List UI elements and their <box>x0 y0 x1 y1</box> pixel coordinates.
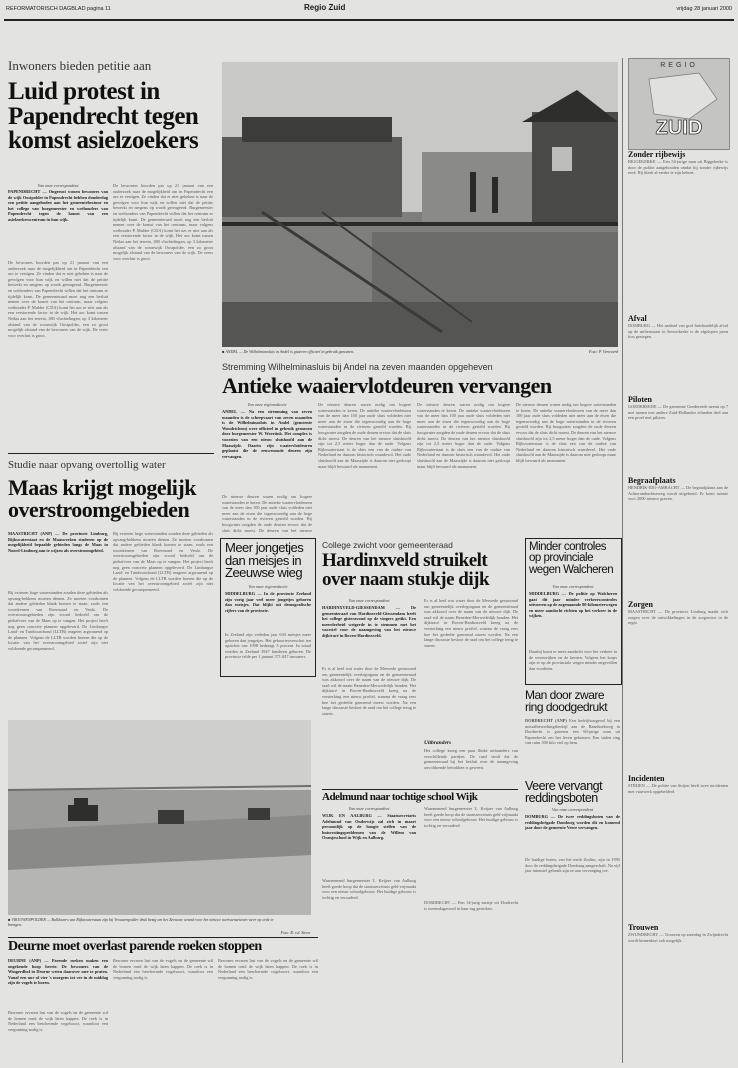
a9-headline: Adelmund naar tochtige school Wijk <box>322 791 478 803</box>
a5-lede <box>322 605 416 663</box>
a4-byline: Van onze regioredactie <box>248 584 288 589</box>
a5-headline: Hardinxveld struikelt over naam stukje dijk <box>322 550 490 590</box>
a2-body-col4: De nieuwe deuren waren nodig om hogere waterstanden te keren. De antieke waaiervlotdeuren van de meer dan 100 jaar oude sluis voldeden niet meer aan de eisen die tegenwoordig aan de hoge waterstanden in de rivieren gesteld worden. Bij hoogwater zorgden de oude deuren ervoor dat de sluis dicht moest. De deuren van het nieuwe sluishoofd zijn tot 2,5 meter hoger dan de oude. Volgens Rijkswaterstaat is de sluis een van de oudste van Nederland en daarom historisch waardevol. Het oude sluishoofd aan de Maaszijde is daarom niet gesloopt maar blijft bewaard als monument. <box>516 402 616 463</box>
photo2-caption-text: VROUWENPOLDER — Bulldozers van Rijkswaterstaat zijn bij Vrouwenpolder druk bezig om het Zeeuwse strand voor het nieuwe toeristenseizoen weer op orde te brengen. <box>8 917 274 927</box>
sidebar-item-2-head: Afval <box>628 314 647 323</box>
a9-byline: Van onze correspondent <box>348 806 390 811</box>
sidebar-item-5-head: Zorgen <box>628 600 653 609</box>
a3-kicker: Studie naar opvang overtollig water <box>8 459 166 471</box>
a2-byline: Van onze regioredactie <box>247 402 287 407</box>
a1-lede-text: — Ongerust wonen bewoners van de wijk Oostpolder in Papendrecht hebben donderdag een petitie aangeboden aan het gemeentebestuur en het college van burgemeester en wethouders van Papendrecht tegen de komst van een asielzoekerscentrum in hun wijk. <box>8 189 108 222</box>
sidebar-divider <box>622 58 623 1063</box>
a4-body: In Zeeland zijn verleden jaar 630 meisjes meer geboren dan jongetjes. Het geboorteoverschot ten opzichte van 1998 bedraagt 3 procent. In totaal werden in Zeeland 3947 kinderen geboren. De provincie telde per 1 januari 371.847 inwoners. <box>225 632 311 660</box>
a10-lede <box>8 958 108 1006</box>
a4-lede-text: — In de provincie Zeeland zijn vorig jaar veel meer jongetjes geboren dan meisjes. Dat blijkt uit demografische cijfers van de provincie. <box>225 591 311 613</box>
a1-lede <box>8 189 108 257</box>
a5-subhead: Uitbranders <box>424 740 452 746</box>
photo2-credit: Foto: R. v.d. Steen <box>280 930 310 935</box>
regio-logo-box <box>628 58 730 150</box>
a10-dateline: DEURNE (ANP) <box>8 958 42 963</box>
a1-body-col2: De bewoners boorden pas op 21 januari van een onderzoek naar de mogelijkheid om in Papendrecht een azc te vestigen. Ze vinden dat er niet gekeken is naar de gevolgen voor hun wijk en willen niet dat de petitie bewerkt en nergens op wordt gereageerd. Burgemeester en wethouders van Papendrecht willen dat het centrum er tijdelijk komt. De gemeenteraad moet nog een besluit nemen over de komst van het centrum, maar volgens wethouder P. Mulder (CDA) komt het azc er niet aan als een verstorende factor in de wijk. Het azc komt tussen Nedaa aan het terrein, 380 vluchtelingen, op 3 kilometer afstand van de woonwijk Oostpolder, een zo groot mogelijk afstand van de bewoners van de wijk. De vrees voor overlast is groot. <box>113 183 213 261</box>
a8-headline: Veere vervangt reddingsboten <box>525 779 603 806</box>
lock-photo-illustration <box>222 62 618 347</box>
a3-body-col1: Bij extreem hoge waterstanden zouden deze gebieden als opvang-bekkens moeten dienen. Ze moeten voorkomen dat andere gebieden blank komen te staan, zoals een woonkernen van Roermond en Venlo. De overstroomgebieden zijn vooral bedoeld om de piekafvoer van de Maas op te vangen. Het project heeft nog geen concrete plannen opgeleverd. De Limburgse Land- en Tuinbouwbond (LLTB) reageert argwanend op de plannen. Volgens de LLTB worden boeren die op de locatie van het overstroomgebied actief zijn niet voldoende gecompenseerd. <box>8 590 108 651</box>
sidebar-item-3-text: GOEDEREEDE — De gemeente Goedereede neemt op 7 mei samen met andere Zuid-Hollandse eilanden deel aan een proef met piloten. <box>628 404 728 421</box>
a9-lede-text: — Staatssecretaris Adelmund van Onderwijs zal zich in maart persoonlijk op de hoogte stellen van de huisvestingsproblemen van de Willem van Oranjeschool in Wijk en Aalburg. <box>322 813 416 841</box>
sidebar-item-5-text: MAASTRICHT — De provincie Limburg maakt zich zorgen over de ontwikkelingen in de zorgsector in de regio. <box>628 609 728 626</box>
sidebar-item-4-text: HENDRIK-IDO-AMBACHT — De begraafplaats aan de Achterambachtseweg wordt uitgebreid. Er komt ruimte voor 2000 nieuwe graven. <box>628 485 728 502</box>
a2-body-col2: De nieuwe deuren waren nodig om hogere waterstanden te keren. De antieke waaiervlotdeuren van de meer dan 100 jaar oude sluis voldeden niet meer aan de eisen die tegenwoordig aan de hoge waterstanden in de rivieren gesteld worden. Bij hoogwater zorgden de oude deuren ervoor dat de sluis dicht moest. De deuren van het nieuwe sluishoofd zijn tot 2,5 meter hoger dan de oude. Volgens Rijkswaterstaat is de sluis een van de oudste van Nederland en daarom historisch waardevol. Het oude sluishoofd aan de Maaszijde is daarom niet gesloopt maar blijft bewaard als monument. <box>318 402 411 469</box>
a6-byline: Van onze correspondent <box>552 584 594 589</box>
a5-lede-text: — De gemeenteraad van Hardinxveld-Giessendam heeft het college gisteravond op de vingers getikt. Een meerderheid weigerde in te stemmen met het voorstel voor de naamgeving van het nieuwe dijktracé in Boven-Hardinxveld. <box>322 605 416 638</box>
masthead-date: vrijdag 28 januari 2000 <box>676 6 732 12</box>
photo1-caption-text: ANDEL — De Wilhelminasluis in Andel is gisteren officieel in gebruik genomen. <box>225 349 355 354</box>
a1-body-col1: De bewoners boorden pas op 21 januari van een onderzoek naar de mogelijkheid om in Papendrecht een azc te vestigen. Ze vinden dat er niet gekeken is naar de gevolgen voor hun wijk en willen niet dat de petitie bewerkt en nergens op wordt gereageerd. Burgemeester en wethouders van Papendrecht willen dat het centrum er tijdelijk komt. De gemeenteraad moet nog een besluit nemen over de komst van het centrum, maar volgens wethouder P. Mulder (CDA) komt het azc er niet aan als een verstorende factor in de wijk. Het azc komt tussen Nedaa aan het terrein, 380 vluchtelingen, op 3 kilometer afstand van de woonwijk Oostpolder, een zo groot mogelijk afstand van de bewoners van de wijk. De vrees voor overlast is groot. <box>8 260 108 338</box>
top-rule <box>4 19 734 21</box>
masthead-paper: REFORMATORISCH DAGBLAD pagina 11 <box>6 6 111 12</box>
sidebar-item-5 <box>628 600 728 774</box>
camera-icon: ■ <box>222 349 225 354</box>
sidebar-item-6-text: STRIJEN — De politie van Strijen heeft twee incidenten met vuurwerk opgehelderd. <box>628 783 728 794</box>
a2-body-col3: De nieuwe deuren waren nodig om hogere waterstanden te keren. De antieke waaiervlotdeuren van de meer dan 100 jaar oude sluis voldeden niet meer aan de eisen die tegenwoordig aan de hoge waterstanden in de rivieren gesteld worden. Bij hoogwater zorgden de oude deuren ervoor dat de sluis dicht moest. De deuren van het nieuwe sluishoofd zijn tot 2,5 meter hoger dan de oude. Volgens Rijkswaterstaat is de sluis een van de oudste van Nederland en daarom historisch waardevol. Het oude sluishoofd aan de Maaszijde is daarom niet gesloopt maar blijft bewaard als monument. <box>417 402 510 469</box>
a2-lede <box>222 409 312 491</box>
a7-headline: Man door zware ring doodgedrukt <box>525 688 608 714</box>
a9-rule <box>322 789 518 790</box>
a1-kicker: Inwoners bieden petitie aan <box>8 58 152 73</box>
a8-dateline: DOMBURG <box>525 814 548 819</box>
a2-headline: Antieke waaiervlotdeuren vervangen <box>222 373 552 398</box>
photo1-credit: Foto: P. Verwoerd <box>589 349 618 354</box>
camera-icon: ■ <box>8 917 11 922</box>
sidebar-item-6-head: Incidenten <box>628 774 665 783</box>
sidebar-item-3 <box>628 395 728 476</box>
a5-body-col1: Er is al heel wat water door de Merwede gestroomd om gemeentelijk overlegorgaan en de gemeenteraad was akkoord over de naam van de nieuwe dijk. De raad wil de naam Beneden-Merwededijk houden. Het dijktracé in Boven-Hardinxveld kreeg na de versterking een nieuw profiel, waarna de vraag rees hoe het gedeelte genoemd moest worden. Na een lange discussie besloot de raad om het college terug te sturen. <box>322 666 416 716</box>
a1-headline: Luid protest in Papendrecht tegen komst asielzoekers <box>8 78 199 154</box>
a2-lede-text: — Na een stremming van zeven maanden is de scheepvaart van zeven maanden is de Wilhelminasluis in Andel (gemeente Woudrichem) weer officieel in gebruik genomen door burgemeester W. Woertink. Het complex is voorzien van een nieuw sluishoofd aan de Maaszijde. Daarin zijn waaiervlotdeuren geplaatst die de eeuwenoude deuren zijn vervangen. <box>222 409 312 459</box>
photo1-caption <box>222 349 532 354</box>
a8-body: De huidige boten, van het merk Zodiac, zijn in 1995 door de reddingsbrigade Domburg aangeschaft. Na vijf jaar intensief gebruik zijn ze aan vervanging toe. <box>525 857 620 874</box>
a9-lede <box>322 813 416 875</box>
sidebar-item-7-head: Trouwen <box>628 923 659 932</box>
a7-body <box>525 718 620 774</box>
sidebar-item-1-head: Zonder rijbewijs <box>628 150 686 159</box>
beach-photo <box>8 720 311 915</box>
a8-byline: Van onze correspondent <box>551 807 594 812</box>
a2-kicker: Stremming Wilhelminasluis bij Andel na zeven maanden opgeheven <box>222 362 493 372</box>
a5-kicker: College zwicht voor gemeenteraad <box>322 540 453 550</box>
a5-byline: Van onze correspondent <box>348 598 390 603</box>
sidebar <box>628 150 728 1002</box>
a2-dateline: ANDEL <box>222 409 238 414</box>
a6-lede <box>529 591 617 646</box>
a10-headline: Deurne moet overlast parende roeken stoppen <box>8 939 262 954</box>
a6-dateline: MIDDELBURG <box>529 591 560 596</box>
sidebar-item-3-head: Piloten <box>628 395 652 404</box>
a3-lede <box>8 531 108 586</box>
a8-lede-text: — De twee reddingsboten van de reddingsbrigade Domburg worden dit en komend jaar door de gemeente Veere vervangen. <box>525 814 620 831</box>
a2-body-col1: De nieuwe deuren waren nodig om hogere waterstanden te keren. De antieke waaiervlotdeuren van de meer dan 100 jaar oude sluis voldeden niet meer aan de eisen die tegenwoordig aan de hoge waterstanden in de rivieren gesteld worden. Bij hoogwater zorgden de oude deuren ervoor dat de sluis dicht moest. De deuren van het nieuwe <box>222 494 312 532</box>
a5-body2: Het college kreeg een paar flinke uitbranders van verschillende partijen. De raad vindt dat de gemeenteraad bij het besluit over de naamgeving onvoldoende betrokken is geweest. <box>424 748 518 770</box>
sidebar-item-4-head: Begraafplaats <box>628 476 676 485</box>
sidebar-item-2-text: DOMBURG — Het aanbod van grof huishoudelijk afval op de milieustraat in Serooskerke is de afgelopen jaren fors gestegen. <box>628 323 728 340</box>
sidebar-item-1-text: BIGGEKERKE — Een 54-jarige man uit Biggekerke is door de politie aangehouden omdat hij zonder rijbewijs reed. Hij bleek al eerder te zijn beboet. <box>628 159 728 176</box>
a8-lede <box>525 814 620 854</box>
a9-body-col1: Waarnemend burgemeester L. Keijzer van Aalburg heeft goede hoop dat de staatssecretaris geld vrijmaakt voor een nieuw schoolgebouw. Het huidige gebouw is tochtig en verouderd. <box>322 878 416 900</box>
a3-headline: Maas krijgt mogelijk overstroomgebieden <box>8 475 196 522</box>
a6-body: Daarbij komt er meer aandacht voor het verkeer in de woonwijken en de kernen. Volgens het korps zijn er op de provinciale wegen minder ongevallen dan voorheen. <box>529 649 617 671</box>
sidebar-item-7-text: ZWIJNDRECHT — Trouwen op zaterdag in Zwijndrecht wordt binnenkort ook mogelijk. <box>628 932 728 943</box>
a10-body-col3: Bewoner ervaren last van de vogels en de gemeente wil de bomen rond de wijk laten kappen. De roek is in Nederland een beschermde vogelsoort, waardoor een vergunning nodig is. <box>218 958 318 980</box>
a1-dateline: PAPENDRECHT <box>8 189 41 194</box>
sidebar-item-6 <box>628 774 728 923</box>
sidebar-item-2 <box>628 314 728 395</box>
a7-body-text: Een bedrijfsongeval bij een metaalbewerkingsbedrijf aan de Baanhoekweg in Dordrecht is gisteren een 60-jarige man uit Papendrecht om het leven gekomen. Een stalen ring van ruim 500 kilo viel op hem. <box>525 718 620 746</box>
a10-lede-text: — Parende roeken maken een ongekende boop herrie. De bewoners van de Wingerdhof in Deurne weten daarover mee te praten. Vanaf een uur of vier 's morgens tot ver in de middag zijn de vogels te horen. <box>8 958 108 986</box>
photo2-caption <box>8 917 288 927</box>
regio-name: ZUID <box>655 117 703 139</box>
a10-body-col2: Bewoner ervaren last van de vogels en de gemeente wil de bomen rond de wijk laten kappen. De roek is in Nederland een beschermde vogelsoort, waardoor een vergunning nodig is. <box>113 958 213 980</box>
sidebar-item-4 <box>628 476 728 600</box>
a3-lede-text: — De provincie Limburg, Rijkswaterstaat en de Maaswerken studeren op de mogelijkheid bepaalde gebieden langs de Maas in Noord-Limburg aan te wijzen als overstroomgebied. <box>8 531 108 553</box>
a3-rule <box>8 453 214 454</box>
a5-body-col2: Er is al heel wat water door de Merwede gestroomd om gemeentelijk overlegorgaan en de gemeenteraad was akkoord over de naam van de nieuwe dijk. De raad wil de naam Beneden-Merwededijk houden. Het dijktracé in Boven-Hardinxveld kreeg na de versterking een nieuw profiel, waarna de vraag rees hoe het gedeelte genoemd moest worden. Na een lange discussie besloot de raad om het college terug te sturen. <box>424 598 518 648</box>
a10-body-col1: Bewoner ervaren last van de vogels en de gemeente wil de bomen rond de wijk laten kappen. De roek is in Nederland een beschermde vogelsoort, waardoor een vergunning nodig is. <box>8 1010 108 1032</box>
a4-dateline: MIDDELBURG <box>225 591 256 596</box>
sidebar-item-1 <box>628 150 728 314</box>
masthead-section: Regio Zuid <box>304 3 346 12</box>
a6-lede-text: — De politie op Walcheren gaat dit jaar minder verkeerscontroles uitvoeren op de zogenaamde 80-kilometerwegen en meer aandacht richten op het verkeer in de wijken. <box>529 591 617 619</box>
a9-extra: DORDRECHT — Een 14-jarig meisje uit Dordrecht is woensdagavond in haar rug gestoken. <box>424 900 518 911</box>
a9-dateline: WIJK EN AALBURG <box>322 813 372 818</box>
a1-byline: Van onze correspondent <box>37 183 79 188</box>
regio-label: REGIO <box>660 62 698 69</box>
a7-dateline: DORDRECHT (ANP) <box>525 718 567 723</box>
a10-rule <box>8 937 318 938</box>
a9-body-col2: Waarnemend burgemeester L. Keijzer van Aalburg heeft goede hoop dat de staatssecretaris geld vrijmaakt voor een nieuw schoolgebouw. Het huidige gebouw is tochtig en verouderd. <box>424 806 518 828</box>
a4-headline: Meer jongetjes dan meisjes in Zeeuwse wieg <box>225 540 304 581</box>
a6-headline: Minder controles op provinciale wegen Walcheren <box>529 541 614 576</box>
sidebar-item-7 <box>628 923 728 1002</box>
beach-photo-illustration <box>8 720 311 915</box>
a3-body-col2: Bij extreem hoge waterstanden zouden deze gebieden als opvang-bekkens moeten dienen. Ze moeten voorkomen dat andere gebieden blank komen te staan, zoals een woonkernen van Roermond en Venlo. De overstroomgebieden zijn vooral bedoeld om de piekafvoer van de Maas op te vangen. Het project heeft nog geen concrete plannen opgeleverd. De Limburgse Land- en Tuinbouwbond (LLTB) reageert argwanend op de plannen. Volgens de LLTB worden boeren die op de locatie van het overstroomgebied actief zijn niet voldoende gecompenseerd. <box>113 531 213 592</box>
masthead <box>4 2 734 18</box>
a3-dateline: MAASTRICHT (ANP) <box>8 531 53 536</box>
a4-lede <box>225 591 311 629</box>
lock-photo <box>222 62 618 347</box>
a5-dateline: HARDINXVELD-GIESSENDAM <box>322 605 385 610</box>
